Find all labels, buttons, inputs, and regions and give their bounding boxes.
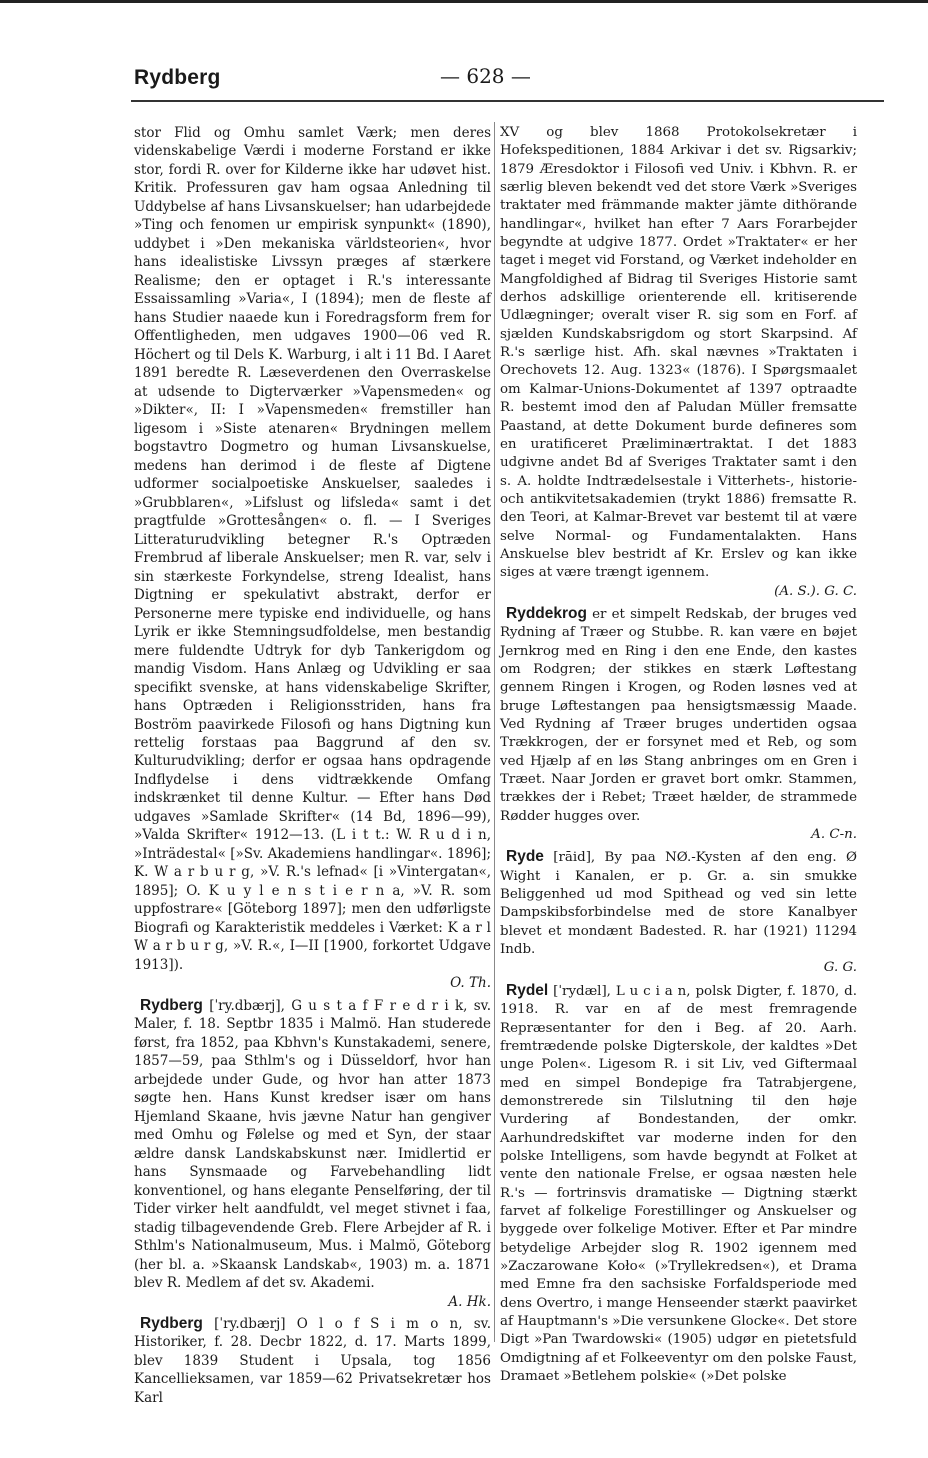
running-head-title: Rydberg xyxy=(134,66,221,89)
rydberg-viktor-continuation xyxy=(134,124,491,993)
left-column xyxy=(134,124,491,1407)
header-rule xyxy=(131,100,884,102)
paragraph-text: stor Flid og Omhu samlet Værk; men deres videnskabelige Værdi i moderne Forstand er ikke stor, fordi R. over for Kilderne ikke har udøvet hist. Kritik. Professuren gav ham ogsaa Anledning til Uddybelse af hans Livsanskuelser; han udarbejdede »Ting och fenomen ur empirisk synpunkt« (1890), uddybet i »Den mekaniska världsteorien«, hvor hans idealistiske Livssyn præges af stærkere Realisme; den er optaget i R.'s interessante Essaissamling »Varia«, I (1894); men de fleste af hans Studier naaede kun i Foredragsform frem for Offentligheden, men udgaves 1900—06 ved R. Höchert og til Dels K. Warburg, i alt i 11 Bd. I Aaret 1891 beredte R. Læseverdenen den Overraskelse at udsende to Digterværker »Vapensmeden« og »Dikter«, II: I »Vapensmeden« fremstiller han ligesom i »Siste atenaren« Brydningen mellem bogstavtro Dogmetro og human Livsanskuelse, medens han derimod i de fleste af Digtene udformer socialpoetiske Anskuelser, saaledes i »Grubblaren«, »Lifslust og lifsleda« samt i det pragtfulde »Grottesången« o. fl. — I Sveriges Litteraturudvikling betegner R.'s Optræden Frembrud af liberale Anskuelser; men R. var, selv i sin stærkeste Forkyndelse, streng Idealist, hans Digtning er spekulativt abstrakt, derfor er Personerne mere typiske end individuelle, og hans Lyrik er ikke Stemningsudfoldelse, men bestandig mere fuldendte Udtryk for dyb Tankerigdom og mandig Visdom. Hans Anlæg og Udvikling er saa specifikt svenske, at hans videnskabelige Skrifter, hans Optræden i Religionsstriden, hans fra Boström paavirkede Filosofi og hans Digtning kun rettelig forstaas paa Baggrund af den sv. Kulturudvikling; derfor er ogsaa hans opdragende Indflydelse i dens vidtrækkende Omfang indskrænket til denne Kultur. — Efter hans Død udgaves »Samlade Skrifter« (14 Bd, 1896—99), »Valda Skrifter« 1912—13. (L i t t.: W. R u d i n, »Inträdestal« [»Sv. Akademiens handlingar«. 1896]; K. W a r b u r g, »V. R.'s lefnad« [i »Vintergatan«, 1895]; O. K u y l e n s t i e r n a, »V. R. som uppfostrare« [Göteborg 1897]; men den udførligste Biografi og Karakteristik meddeles i Værket: K a r l W a r b u r g, »V. R.«, I—II [1900, forkortet Udgave 1913]). xyxy=(134,125,491,973)
page-number: — 628 — xyxy=(440,64,531,88)
author-signature: G. G. xyxy=(823,960,857,976)
entry-rydberg-olof xyxy=(134,1315,491,1407)
entry-headword: Ryddekrog xyxy=(506,604,587,622)
entry-text: [ˈry.dbærj], G u s t a f F r e d r i k, sv. Maler, f. 18. Septbr 1835 i Malmö. Han studerede først, fra 1852, paa Kbhvn's Kunstakademi, senere, 1857—59, paa Sthlm's og i Düsseldorf, hvor han arbejdede under Gude, og hvor han atter 1873 søgte hen. Hans Kunst kredser især om hans Hjemland Skaane, hvis jævne Natur han gengiver med Omhu og Følelse og med et Syn, der staar ældre dansk Landskabskunst nær. Imidlertid er hans Synsmaade og Farvebehandling lidt konventionel, og hans elegante Penselføring, der til Tider virker helt aandfuldt, vel meget stivnet i faa, stadig tilbagevendende Greb. Flere Arbejder af R. i Sthlm's Nationalmuseum, Mus. i Malmö, Göteborg (her bl. a. »Skaansk Landskab«, 1903) m. a. 1871 blev R. Medlem af det sv. Akademi. xyxy=(134,997,491,1292)
author-signature: A. Hk. xyxy=(448,1293,491,1310)
rydberg-olof-continuation xyxy=(500,124,857,601)
author-signature: A. C-n. xyxy=(811,827,857,843)
entry-headword: Ryde xyxy=(506,848,544,866)
entry-text: er et simpelt Redskab, der bruges ved Rydning af Træer og Stubbe. R. kan være en bøjet Jernkrog med en Ring i den ene Ende, den kastes om Rodgren; der stikkes en stærk Løftestang gennem Ringen i Krogen, og Roden løsnes ved at bruge Løftestangen paa hensigtsmæssig Maade. Ved Rydning af Træer bruges undertiden ogsaa Trækkrogen, der er forsynet med et Reb, og som ved Hjælp af en løs Stang anbringes om en Gren i Træet. Naar Jorden er gravet bort omkr. Stammen, trækkes der i Rebet; Træet hælder, de strammede Rødder hugges over. xyxy=(500,606,857,824)
entry-text: [rāid], By paa NØ.-Kysten af den eng. Ø Wight i Kanalen, er p. Gr. a. sin smukke Beliggenhed ud mod Spithead og ved sin lette Dampskibsforbindelse med de store Kanalbyer blevet et mondænt Badested. R. har (1921) 11294 Indb. xyxy=(500,850,857,958)
top-edge-rule xyxy=(0,0,928,3)
entry-text: [ˈry.dbærj] O l o f S i m o n, sv. Historiker, f. 28. Decbr 1822, d. 17. Marts 1899, blev 1839 Student i Upsala, tog 1856 Kancellieksamen, var 1859—62 Privatsekretær hos Karl xyxy=(134,1316,491,1406)
paragraph-text: XV og blev 1868 Protokolsekretær i Hofekspeditionen, 1884 Arkivar i det sv. Rigsarkiv; 1879 Æresdoktor i Filosofi ved Univ. i Kbhvn. R. er særlig bleven bekendt ved det store Værk »Sveriges traktater med främmande makter jämte dithörande handlingar«, hvilket han efter 7 Aars Forarbejder begyndte at udgive 1877. Ordet »Traktater« er her taget i meget vid Forstand, og Værket indeholder en Mangfoldighed af Bidrag til Sveriges Historie samt derhos adskillige orienterende ell. kritiserende Udlægninger; overalt viser R. sig som en Forf. af sjælden Kundskabsrigdom og stort Skarpsind. Af R.'s særlige hist. Afh. skal nævnes »Traktaten i Orechovets 12. Aug. 1323« (1876). I Spørgsmaalet om Kalmar-Unions-Dokumentet af 1397 optraadte R. bestemt imod den af Paludan Müller fremsatte Paastand, at dette Dokument burde defineres som en uratificeret Præliminærtraktat. I det 1883 udgivne andet Bd af Sveriges Traktater samt i den s. A. holdte Indtrædelsestale i Vitterhets-, historie- och antikvitetsakademien (trykt 1886) fremsatte R. den Teori, at Kalmar-Brevet var bestemt til at være selve Normal- og Fundamentalakten. Hans Anskuelse blev bestridt af Kr. Erslev og kan ikke siges at være trængt igennem. xyxy=(500,125,857,581)
entry-headword: Rydel xyxy=(506,981,549,999)
entry-headword: Rydberg xyxy=(140,1315,203,1332)
column-divider xyxy=(494,122,495,1342)
entry-ryde xyxy=(500,848,857,977)
entry-text: [ˈrydæl], L u c i a n, polsk Digter, f. 1870, d. 1918. R. var en af de mest fremragende Repræsentanter for den i Beg. af 20. Aarh. fremtrædende polske Digterskole, der kaldtes »Det unge Polen«. Ligesom R. i sit Liv, ved Giftermaal med en simpel Bondepige fra Tatrabjergene, demonstrerede sin Tilslutning til den høje Vurdering af Bondestanden, der omkr. Aarhundredskiftet var moderne inden for den polske Intelligens, som havde begyndt at Folket at vente den nationale Frelse, er ogsaa næsten hele R.'s — fortrinsvis dramatiske — Digtning stærkt farvet af folkelige Forestillinger og Anskuelser og byggede over folkelige Motiver. Efter et Par mindre betydelige Arbejder slog R. 1902 igennem med »Zaczarowane Koło« (»Tryllekredsen«), et Drama med Emne fra den sachsiske Forfaldsperiode med dens Overtro, i mange Henseender stærkt paavirket af Hauptmann's »Die versunkene Glocke«. Det store Digt »Pan Twardowski« (1905) udgør en pietetsfuld Omdigtning af et Folkeeventyr om den polske Faust, Dramaet »Betlehem polskie« (»Det polske xyxy=(500,983,857,1385)
entry-headword: Rydberg xyxy=(140,996,203,1014)
entry-rydel xyxy=(500,982,857,1387)
author-signature: O. Th. xyxy=(450,975,491,992)
entry-rydberg-gustaf xyxy=(134,997,491,1311)
right-column xyxy=(500,124,857,1386)
entry-ryddekrog xyxy=(500,605,857,844)
author-signature: (A. S.). G. C. xyxy=(774,583,857,599)
